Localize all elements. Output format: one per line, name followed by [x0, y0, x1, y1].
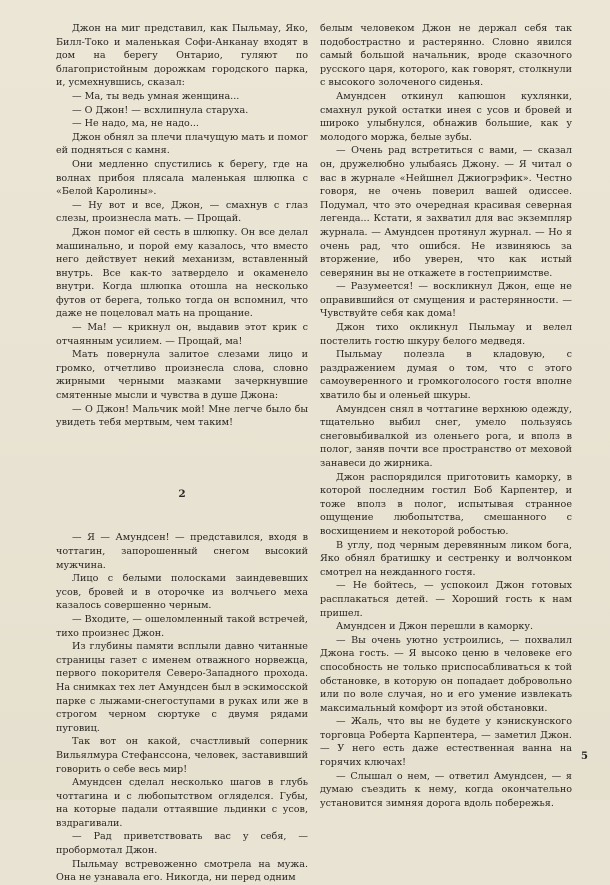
paragraph: Амундсен и Джон перешли в каморку. — [336, 621, 534, 633]
paragraph: — Разумеется! — воскликнул Джон, еще не оправившийся от смущения и растерянности. — Чувствуйте себя как дома! — [320, 281, 572, 320]
paragraph: Амундсен сделал несколько шагов в глубь чоттагина и с любопытством огляделся. Губы, на которые падали оттаявшие льдинки с усов, вздрагивали. — [56, 777, 308, 829]
paragraph: Джон обнял за плечи плачущую мать и помог ей подняться с камня. — [56, 131, 308, 157]
paragraph: Мать повернула залитое слезами лицо и громко, отчетливо произнесла слова, словно жирными черными мазками зачеркнувшие смятенные мысли и чувства в душе Джона: — [56, 349, 308, 402]
paragraph: Амундсен снял в чоттагине верхнюю одежду, тщательно выбил снег, умело пользуясь снеговыбивалкой из оленьего рога, и вполз в полог, заняв почти все пространство от меховой занавеси до жирника. — [320, 403, 572, 469]
right-column — [320, 22, 572, 810]
paragraph: — Не надо, ма, не надо... — [72, 118, 199, 130]
paragraph: — Ма! — крикнул он, выдавив этот крик с отчаянным усилием. — Прощай, ма! — [56, 322, 308, 347]
paragraph: — Я — Амундсен! — представился, входя в чоттагин, запорошенный снегом высокий мужчина. — [56, 532, 308, 571]
paragraph: — Не бойтесь, — успокоил Джон готовых расплакаться детей. — Хороший гость к нам пришел. — [320, 580, 572, 619]
paragraph: — Рад приветствовать вас у себя, — пробормотал Джон. — [56, 831, 308, 857]
paragraph: — Слышал о нем, — ответил Амундсен, — я думаю съездить к нему, когда окончательно установится зимняя дорога вдоль побережья. — [320, 770, 572, 809]
paragraph: Джон на миг представил, как Пыльмау, Яко, Билл-Токо и маленькая Софи-Анканау входят в дом на берегу Онтарио, гуляют по благопристойным дорожкам городского парка, и, усмехнувшись, сказал: — [56, 23, 308, 89]
paragraph: — О Джон! Мальчик мой! Мне легче было бы увидеть тебя мертвым, чем таким! — [56, 403, 308, 429]
paragraph-continued: белым человеком Джон не держал себя так подобострастно и растерянно. Словно явился самый большой начальник, вроде сказочного русского царя, которого, как говорят, столкнули с высокого золоченого сиденья. — [320, 23, 572, 89]
paragraph: — Очень рад встретиться с вами, — сказал он, дружелюбно улыбаясь Джону. — Я читал о вас в журнале «Нейшнел Джиогрэфик». Честно говоря, не очень поверил вашей одиссее. Подумал, что это очередная красивая северная легенда... Кстати, я захватил для вас экземпляр журнала. — Амундсен протянул журнал. — Но я очень рад, что ошибся. Не извиняюсь за вторжение, ибо уверен, что как истый северянин вы не откажете в гостеприимстве. — [320, 145, 572, 279]
paragraph: — Вы очень уютно устроились, — похвалил Джона гость. — Я высоко ценю в человеке его способность не только приспосабливаться к той обстановке, в которую он попадает добровольно или по воле случая, но и его умение извлекать максимальный комфорт из этой обстановки. — [320, 634, 572, 714]
page-number: 5 — [581, 751, 588, 762]
paragraph: Из глубины памяти всплыли давно читанные страницы газет с именем отважного норвежца, первого покорителя Северо-Западного прохода. На снимках тех лет Амундсен был в эскимосской парке с лыжами-снегоступами в руках или же в строгом черном сюртуке с двумя рядами пуговиц. — [56, 641, 308, 734]
paragraph: — Ну вот и все, Джон, — смахнув с глаз слезы, произнесла мать. — Прощай. — [56, 199, 308, 225]
paragraph: Джон помог ей сесть в шлюпку. Он все делал машинально, и порой ему казалось, что вместо него действует некий механизм, вставленный внутрь. Все как-то затвердело и окаменело внутри. Когда шлюпка отошла на несколько футов от берега, только тогда он вспомнил, что даже не поцеловал мать на прощание. — [56, 226, 308, 320]
paragraph: — О Джон! — всхлипнула старуха. — [72, 104, 249, 116]
paragraph: — Входите, — ошеломленный такой встречей, тихо произнес Джон. — [56, 613, 308, 639]
paragraph: Амундсен откинул капюшон кухлянки, смахнул рукой остатки инея с усов и бровей и широко улыбнулся, обнажив большие, как у молодого моржа, белые зубы. — [320, 90, 572, 143]
paragraph: — Жаль, что вы не будете у кэнискунского торговца Роберта Карпентера, — заметил Джон. — У него есть даже естественная ванна на горячих ключах! — [320, 716, 572, 769]
paragraph: — Ма, ты ведь умная женщина... — [72, 90, 240, 102]
paragraph: Джон тихо окликнул Пыльмау и велел постелить гостю шкуру белого медведя. — [320, 322, 572, 347]
paragraph: Они медленно спустились к берегу, где на волнах прибоя плясала маленькая шлюпка с «Белой Каролины». — [56, 158, 308, 198]
paragraph: Так вот он какой, счастливый соперник Вильялмура Стефанссона, человек, заставивший говорить о себе весь мир! — [56, 736, 308, 775]
left-column — [56, 22, 308, 885]
paragraph: Пыльмау полезла в кладовую, с раздражением думая о том, что с этого самоуверенного и громкоголосого гостя вполне хватило бы и оленьей шкуры. — [320, 349, 572, 402]
paragraph: В углу, под черным деревянным ликом бога, Яко обнял братишку и сестренку и волчонком смотрел на нежданного гостя. — [320, 539, 572, 578]
paragraph: Лицо с белыми полосками заиндевевших усов, бровей и в оторочке из волчьего меха казалось совершенно черным. — [56, 573, 308, 612]
section-number: 2 — [178, 487, 186, 500]
paragraph: Пыльмау встревоженно смотрела на мужа. Она не узнавала его. Никогда, ни перед одним — [56, 858, 308, 884]
paragraph: Джон распорядился приготовить каморку, в которой последним гостил Боб Карпентер, и тоже вполз в полог, испытывая странное ощущение любопытства, смешанного с восхищением и некоторой робостью. — [320, 471, 572, 537]
